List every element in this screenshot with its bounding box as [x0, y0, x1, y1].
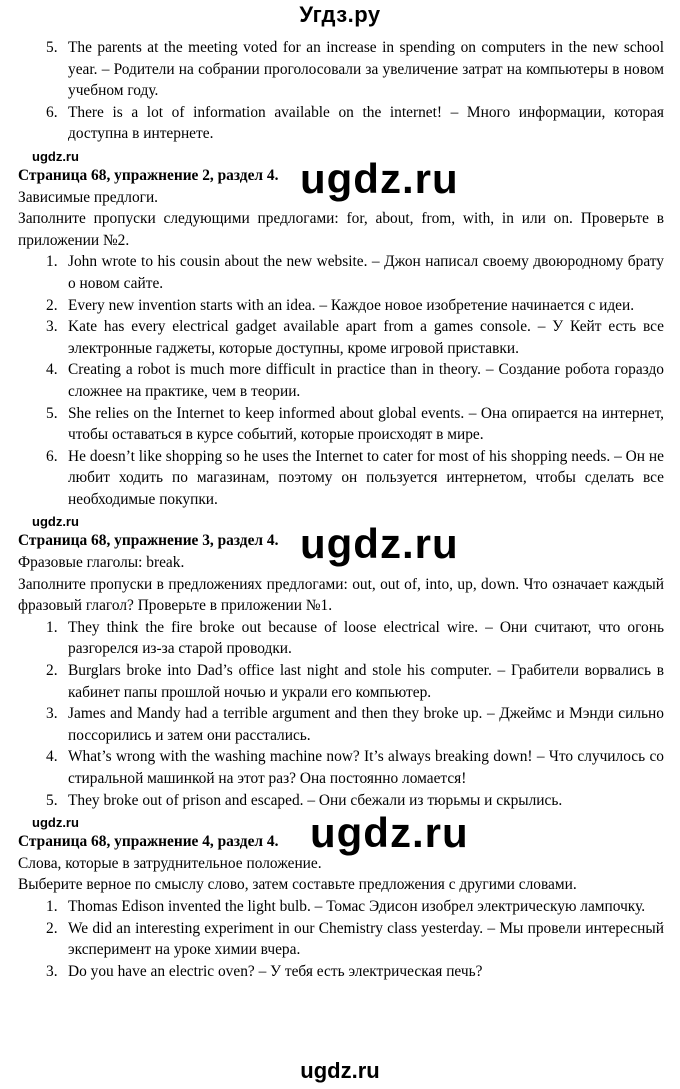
item-text: Kate has every electrical gadget available apart from a games console. – У Кейт есть все электронные гаджеты, которые доступны, кроме игровой приставки.: [68, 318, 664, 357]
list-item: [18, 37, 664, 102]
list-item: [18, 102, 664, 145]
list-item: [18, 295, 664, 317]
watermark-small: ugdz.ru: [32, 815, 79, 831]
item-number: 3.: [46, 962, 58, 980]
item-text: What’s wrong with the washing machine now? It’s always breaking down! – Что случилось со стиральной машинкой на этот раз? Она постоянно ломается!: [68, 748, 664, 787]
item-number: 2.: [46, 296, 58, 314]
item-number: 5.: [46, 404, 58, 422]
item-number: 1.: [46, 618, 58, 636]
item-number: 6.: [46, 103, 58, 121]
exercise-section: [18, 514, 664, 811]
section-subtitle: Слова, которые в затруднительное положение.: [18, 854, 322, 872]
item-number: 1.: [46, 897, 58, 915]
watermark-large: ugdz.ru: [300, 520, 459, 568]
item-number: 3.: [46, 705, 58, 723]
item-number: 5.: [46, 39, 58, 56]
list-item: [18, 316, 664, 359]
item-text: There is a lot of information available on the internet! – Много информации, которая доступна в интернете.: [68, 103, 664, 143]
section-subtitle: Зависимые предлоги.: [18, 188, 159, 206]
item-number: 4.: [46, 748, 58, 766]
item-number: 6.: [46, 447, 58, 465]
list-item: [18, 961, 664, 983]
item-text: John wrote to his cousin about the new website. – Джон написал своему двоюродному брату о новом сайте.: [68, 253, 664, 292]
exercise-section: [18, 148, 664, 511]
item-number: 3.: [46, 318, 58, 336]
document-body: [18, 37, 664, 982]
list-item: [18, 746, 664, 789]
section-heading: Страница 68, упражнение 3, раздел 4.: [18, 532, 279, 550]
intro-list: [18, 37, 664, 145]
item-text: Burglars broke into Dad’s office last night and stole his computer. – Грабители ворвались в кабинет папы прошлой ночью и украли его компьютер.: [68, 662, 664, 701]
item-text: Thomas Edison invented the light bulb. – Томас Эдисон изобрел электрическую лампочку.: [68, 897, 646, 915]
item-text: He doesn’t like shopping so he uses the Internet to cater for most of his shopping needs. – Он не любит ходить по магазинам, поэтому он пользуется интернетом, чтобы сделать все необходимые покупки.: [68, 447, 664, 508]
list-item: [18, 918, 664, 961]
section-subtitle: Фразовые глаголы: break.: [18, 554, 185, 572]
section-heading: Страница 68, упражнение 2, раздел 4.: [18, 166, 279, 184]
exercise-section: [18, 809, 664, 982]
watermark-small: ugdz.ru: [32, 148, 79, 164]
item-number: 2.: [46, 662, 58, 680]
item-number: 4.: [46, 361, 58, 379]
item-text: Every new invention starts with an idea. – Каждое новое изобретение начинается с идеи.: [68, 296, 635, 314]
list-item: [18, 703, 664, 746]
list-item: [18, 617, 664, 660]
item-text: They think the fire broke out because of loose electrical wire. – Они считают, что огонь разгорелся из-за старой проводки.: [68, 618, 664, 658]
list-item: [18, 359, 664, 402]
watermark-small: ugdz.ru: [32, 514, 79, 530]
item-text: Creating a robot is much more difficult in practice than in theory. – Создание робота гораздо сложнее на практике, чем в теории.: [68, 361, 664, 400]
list-item: [18, 660, 664, 703]
section-instruction: Заполните пропуски в предложениях предлогами: out, out of, into, up, down. Что означает каждый фразовый глагол? Проверьте в приложении №1.: [18, 575, 664, 615]
item-text: James and Mandy had a terrible argument and then they broke up. – Джеймс и Мэнди сильно поссорились и затем они расстались.: [68, 705, 664, 744]
list-item: [18, 446, 664, 511]
list-item: [18, 403, 664, 446]
section-heading: Страница 68, упражнение 4, раздел 4.: [18, 833, 279, 851]
item-number: 2.: [46, 919, 58, 937]
watermark-large: ugdz.ru: [310, 809, 469, 857]
watermark-large: ugdz.ru: [300, 154, 459, 202]
item-text: We did an interesting experiment in our Chemistry class yesterday. – Мы провели интересный эксперимент на уроке химии вчера.: [68, 919, 664, 959]
item-text: She relies on the Internet to keep informed about global events. – Она опирается на интернет, чтобы оставаться в курсе событий, которые происходят в мире.: [68, 404, 664, 444]
item-text: They broke out of prison and escaped. – Они сбежали из тюрьмы и скрылись.: [68, 791, 563, 809]
site-logo-bottom: ugdz.ru: [300, 1058, 380, 1083]
list-item: [18, 896, 664, 918]
section-instruction: Выберите верное по смыслу слово, затем составьте предложения с другими словами.: [18, 876, 577, 894]
list-item: [18, 251, 664, 294]
item-number: 5.: [46, 791, 58, 809]
item-text: Do you have an electric oven? – У тебя есть электрическая печь?: [68, 962, 483, 980]
list-item: [18, 790, 664, 812]
item-text: The parents at the meeting voted for an increase in spending on computers in the new school year. – Родители на собрании проголосовали за увеличение затрат на компьютеры в новом учебном году.: [68, 39, 664, 100]
section-instruction: Заполните пропуски следующими предлогами: for, about, from, with, in или on. Проверьте в приложении №2.: [18, 210, 664, 249]
site-logo-top: Угдз.ру: [299, 2, 381, 27]
item-number: 1.: [46, 253, 58, 271]
